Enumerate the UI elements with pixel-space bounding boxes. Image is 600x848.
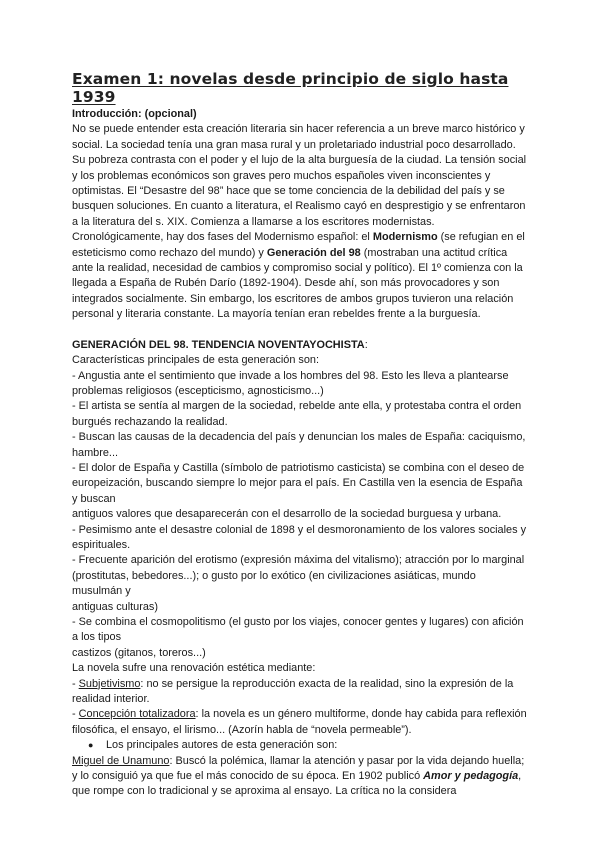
intro-bold-generacion: Generación del 98 bbox=[266, 246, 361, 259]
unamuno-book-title: Amor y pedagogía bbox=[423, 770, 519, 783]
subjetivismo-label: Subjetivismo bbox=[78, 677, 141, 690]
feature-line: antiguos valores que desaparecerán con el desarrollo de la sociedad burguesa y urbana. bbox=[72, 508, 502, 521]
unamuno-paragraph bbox=[72, 754, 528, 800]
features-intro: Características principales de esta generación son: bbox=[72, 354, 319, 367]
intro-bold-modernismo: Modernismo bbox=[372, 231, 438, 244]
concepcion-text: : la novela es un género multiforme, donde hay cabida para reflexión filosófica, el ensayo, el lirismo... (Azorín habla de “novela permeable”). bbox=[72, 708, 527, 736]
feature-line: - El artista se sentía al margen de la sociedad, rebelde ante ella, y protestaba contra el orden burgués rechazando la realidad. bbox=[72, 400, 522, 428]
feature-line: - Frecuente aparición del erotismo (expresión máxima del vitalismo); atracción por lo marginal bbox=[72, 554, 525, 567]
feature-line: - Angustia ante el sentimiento que invade a los hombres del 98. Esto les lleva a plantearse problemas religiosos (escepticismo, agnosticismo...) bbox=[72, 369, 509, 397]
feature-line: antiguas culturas) bbox=[72, 600, 158, 613]
authors-bullet-item bbox=[72, 738, 528, 753]
intro-text-c: (mostraban una actitud crítica ante la realidad, necesidad de cambios y compromiso social y político). El 1º comienza con la llegada a España de Rubén Darío (1892-1904). Desde ahí, son más provocadores y son integrados socialmente. Sin embargo, los escritores de ambos grupos tuvieron una relación personal y literaria constante. La mayoría tenían eran rebeldes frente a la burguesía. bbox=[72, 246, 523, 321]
feature-line: - Se combina el cosmopolitismo (el gusto por los viajes, conocer gentes y lugares) con afición a los tipos bbox=[72, 616, 524, 644]
subjetivismo-item: - Subjetivismo: no se persigue la reproducción exacta de la realidad, sino la expresión de la realidad interior. bbox=[72, 677, 514, 706]
feature-line: (prostitutas, bebedores...); o gusto por lo exótico (en civilizaciones asiáticas, mundo musulmán y bbox=[72, 569, 476, 598]
feature-line: castizos (gitanos, toreros...) bbox=[72, 646, 206, 659]
unamuno-text-b: , que rompe con lo tradicional y se aproxima al ensayo. La crítica no la considera bbox=[72, 770, 522, 798]
section-heading bbox=[72, 338, 528, 353]
subjetivismo-text: : no se persigue la reproducción exacta de la realidad, sino la expresión de la realidad interior. bbox=[72, 677, 514, 706]
intro-heading: Introducción: (opcional) bbox=[72, 108, 197, 120]
unamuno-label: Miguel de Unamuno bbox=[72, 754, 170, 767]
feature-line: - Pesimismo ante el desastre colonial de 1898 y el desmoronamiento de los valores sociales y espirituales. bbox=[72, 523, 527, 551]
bullet-icon: ● bbox=[88, 740, 94, 751]
feature-line: - El dolor de España y Castilla (símbolo de patriotismo casticista) se combina con el deseo de europeización, buscando siempre lo mejor para el país. En Castilla ven la esencia de España y buscan bbox=[72, 461, 525, 505]
document-body bbox=[72, 107, 528, 800]
section-heading-colon: : bbox=[364, 338, 368, 351]
intro-text-b: (se refugian en el esteticismo como rechazo del mundo) y bbox=[72, 231, 525, 259]
unamuno-text-a: : Buscó la polémica, llamar la atención y pasar por la vida dejando huella; y lo consiguió ya que fue el más conocido de su época. En 1902 publicó bbox=[72, 754, 525, 783]
document-title: Examen 1: novelas desde principio de siglo hasta 1939 bbox=[72, 70, 509, 106]
novel-intro: La novela sufre una renovación estética mediante: bbox=[72, 662, 316, 675]
feature-line: - Buscan las causas de la decadencia del país y denuncian los males de España: caciquismo, hambre... bbox=[72, 431, 526, 459]
intro-paragraph bbox=[72, 122, 528, 322]
authors-intro: Los principales autores de esta generación son: bbox=[106, 739, 338, 752]
concepcion-item: - Concepción totalizadora: la novela es un género multiforme, donde hay cabida para reflexión filosófica, el ensayo, el lirismo... (Azorín habla de “novela permeable”). bbox=[72, 708, 527, 736]
concepcion-label: Concepción totalizadora bbox=[78, 708, 196, 721]
section-heading-text: GENERACIÓN DEL 98. TENDENCIA NOVENTAYOCHISTA bbox=[72, 338, 365, 351]
intro-text-a: No se puede entender esta creación literaria sin hacer referencia a un breve marco histórico y social. La sociedad tenía una gran masa rural y un proletariado industrial poco desarrollado. Su pobreza contrasta con el poder y el lujo de la alta burguesía de la ciudad. La tensión social y los problemas económicos son graves pero muchos españoles viven inconscientes y optimistas. El “Desastre del 98” hace que se tome conciencia de la debilidad del país y se busquen soluciones. En cuanto a literatura, el Realismo cayó en desprestigio y se enfrentaron a la literatura del s. XIX. Comienza a llamarse a los escritores modernistas. Cronológicamente, hay dos fases del Modernismo español: el bbox=[72, 123, 527, 244]
